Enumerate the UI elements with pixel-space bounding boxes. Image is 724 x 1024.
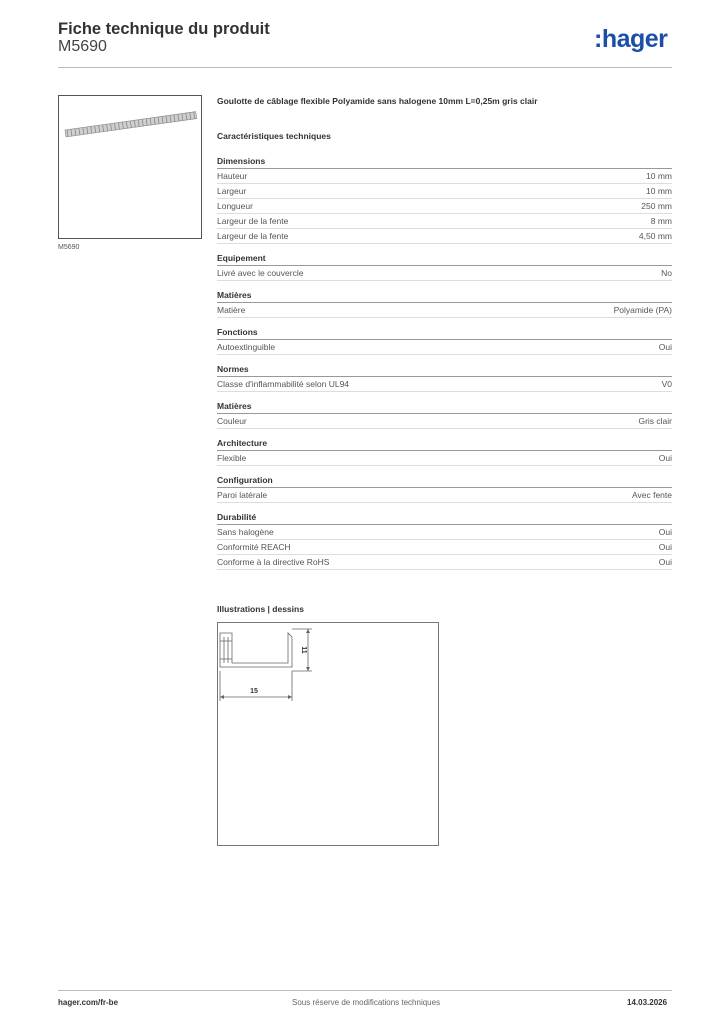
- spec-label: Livré avec le couvercle: [217, 268, 304, 278]
- footer-disclaimer: Sous réserve de modifications techniques: [292, 998, 441, 1007]
- technical-drawing: [217, 622, 439, 846]
- spec-label: Couleur: [217, 416, 247, 426]
- spec-row: [217, 414, 672, 429]
- spec-group-matieres-couleur: [217, 400, 672, 429]
- technical-characteristics-heading: Caractéristiques techniques: [217, 131, 331, 141]
- cross-section-drawing: [218, 623, 438, 845]
- spec-group-title: Architecture: [217, 437, 672, 451]
- spec-value: 10 mm: [646, 186, 672, 196]
- spec-group-title: Durabilité: [217, 511, 672, 525]
- spec-group-equipement: [217, 252, 672, 281]
- spec-group-title: Fonctions: [217, 326, 672, 340]
- spec-value: Oui: [658, 557, 672, 567]
- spec-group-configuration: [217, 474, 672, 503]
- spec-value: Oui: [658, 542, 672, 552]
- spec-value: No: [661, 268, 672, 278]
- cable-duct-illustration: [59, 96, 201, 238]
- spec-label: Flexible: [217, 453, 247, 463]
- spec-group-title: Normes: [217, 363, 672, 377]
- spec-row: [217, 303, 672, 318]
- page-title: Fiche technique du produit: [58, 20, 270, 38]
- spec-value: Oui: [658, 453, 672, 463]
- product-code: M5690: [58, 38, 107, 55]
- spec-value: 4,50 mm: [638, 231, 672, 241]
- spec-row: [217, 488, 672, 503]
- spec-group-title: Equipement: [217, 252, 672, 266]
- spec-row: [217, 451, 672, 466]
- product-image: [58, 95, 202, 239]
- spec-row: [217, 169, 672, 184]
- spec-label: Conforme à la directive RoHS: [217, 557, 330, 567]
- width-dimension-label: 15: [250, 688, 258, 695]
- spec-value: 10 mm: [646, 171, 672, 181]
- spec-label: Paroi latérale: [217, 490, 268, 500]
- spec-row: [217, 377, 672, 392]
- spec-value: 250 mm: [641, 201, 672, 211]
- spec-value: V0: [661, 379, 672, 389]
- spec-label: Sans halogène: [217, 527, 274, 537]
- footer-date: 14.03.2026: [627, 998, 668, 1007]
- image-caption: M5690: [58, 244, 80, 251]
- spec-label: Longueur: [217, 201, 253, 211]
- spec-value: Avec fente: [631, 490, 672, 500]
- spec-row: [217, 214, 672, 229]
- footer-divider: [58, 990, 672, 991]
- spec-group-dimensions: [217, 155, 672, 244]
- illustrations-heading: Illustrations | dessins: [217, 604, 304, 614]
- header-divider: [58, 67, 672, 68]
- spec-row: [217, 184, 672, 199]
- spec-label: Largeur: [217, 186, 247, 196]
- spec-value: 8 mm: [650, 216, 672, 226]
- spec-row: [217, 340, 672, 355]
- footer-website-link[interactable]: hager.com/fr-be: [58, 998, 119, 1007]
- spec-label: Largeur de la fente: [217, 231, 289, 241]
- spec-value: Oui: [658, 342, 672, 352]
- spec-value: Gris clair: [638, 416, 672, 426]
- spec-value: Oui: [658, 527, 672, 537]
- spec-group-title: Dimensions: [217, 155, 672, 169]
- spec-value: Polyamide (PA): [613, 305, 672, 315]
- spec-label: Matière: [217, 305, 246, 315]
- product-description: Goulotte de câblage flexible Polyamide sans halogene 10mm L=0,25m gris clair: [217, 96, 538, 106]
- spec-label: Conformité REACH: [217, 542, 291, 552]
- spec-table: [217, 155, 672, 578]
- spec-group-durabilite: [217, 511, 672, 570]
- spec-row: [217, 266, 672, 281]
- spec-row: [217, 229, 672, 244]
- spec-group-title: Matières: [217, 400, 672, 414]
- spec-group-normes: [217, 363, 672, 392]
- spec-group-fonctions: [217, 326, 672, 355]
- spec-row: [217, 525, 672, 540]
- spec-group-title: Configuration: [217, 474, 672, 488]
- brand-logo: :hager: [594, 25, 668, 53]
- height-dimension-label: 11: [300, 646, 307, 654]
- spec-row: [217, 199, 672, 214]
- spec-group-title: Matières: [217, 289, 672, 303]
- spec-label: Autoextinguible: [217, 342, 276, 352]
- spec-group-matieres: [217, 289, 672, 318]
- spec-group-architecture: [217, 437, 672, 466]
- spec-label: Classe d'inflammabilité selon UL94: [217, 379, 350, 389]
- spec-row: [217, 540, 672, 555]
- spec-row: [217, 555, 672, 570]
- spec-label: Largeur de la fente: [217, 216, 289, 226]
- spec-label: Hauteur: [217, 171, 248, 181]
